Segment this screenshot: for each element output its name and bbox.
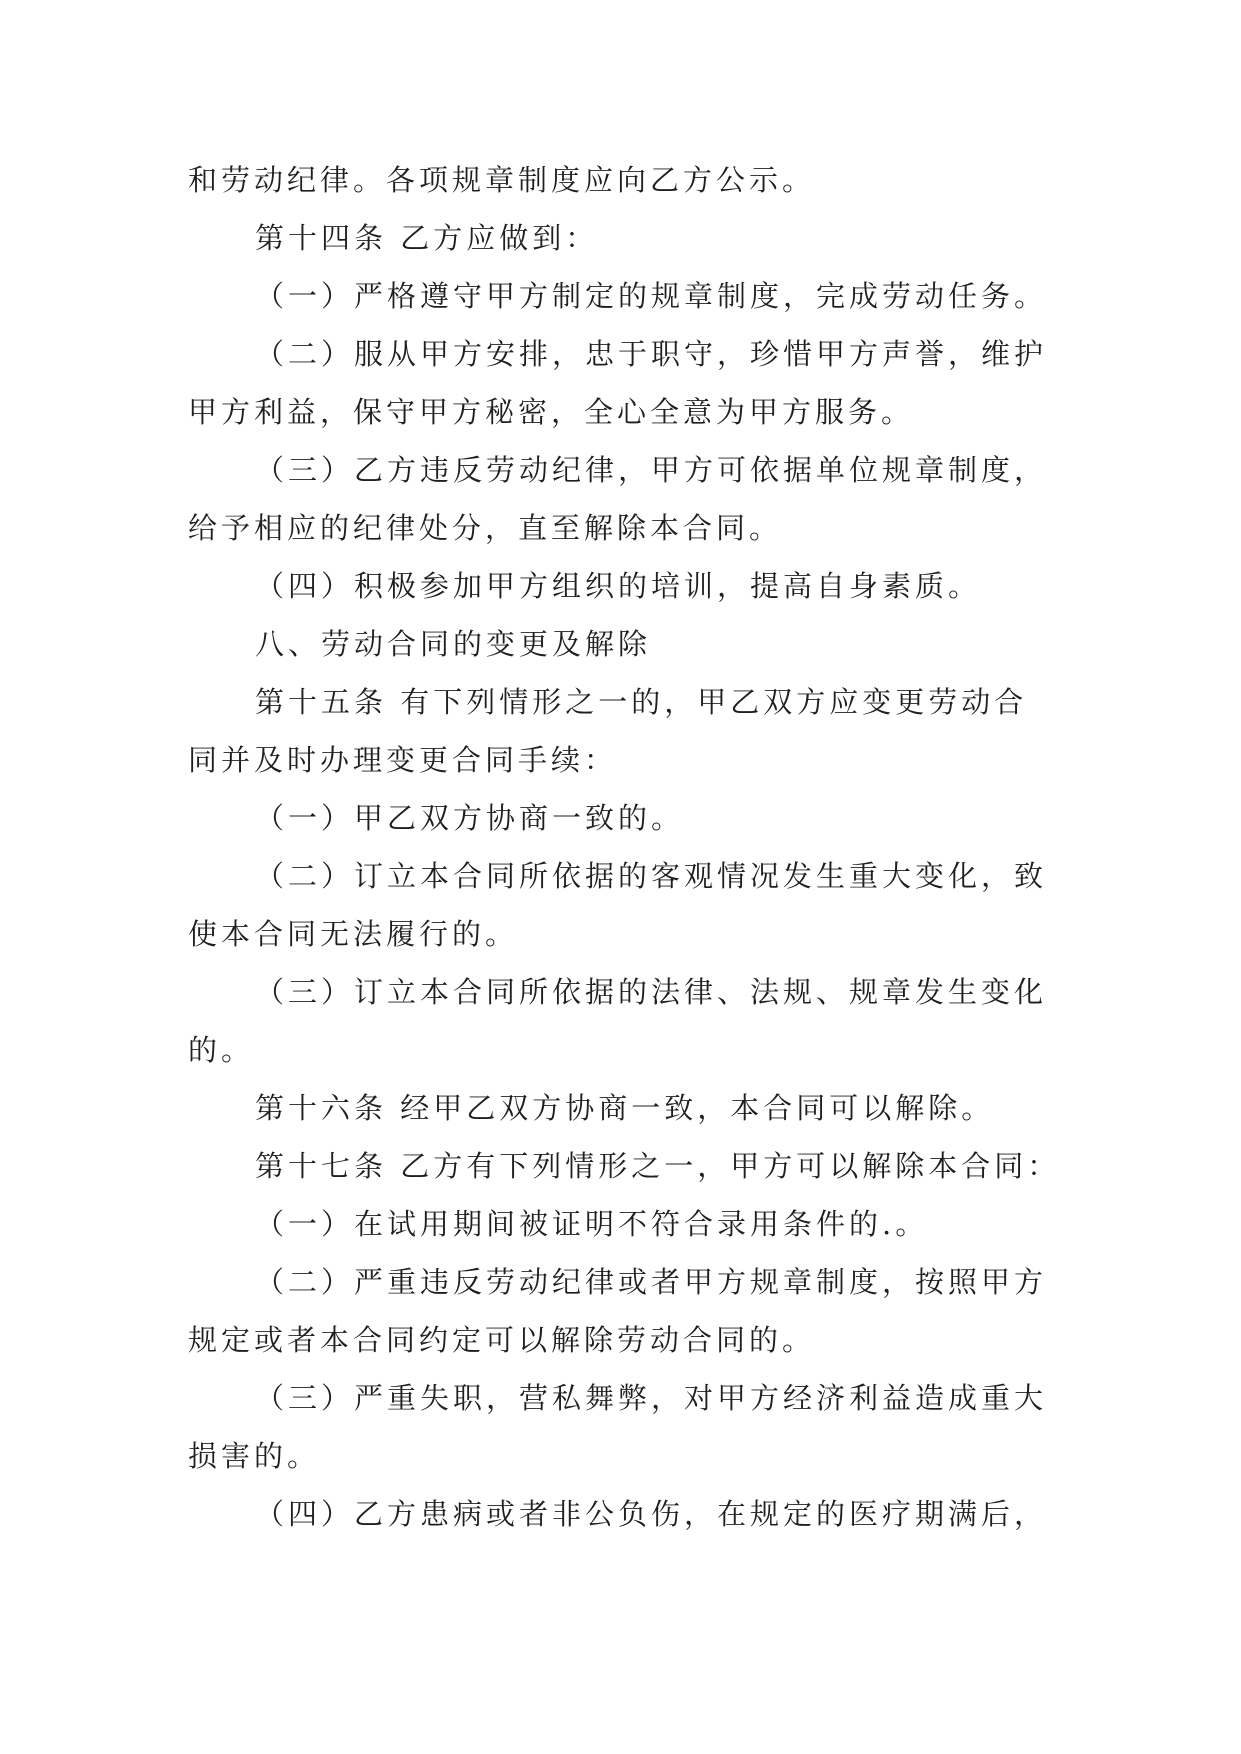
text-line: 给予相应的纪律处分，直至解除本合同。: [188, 511, 783, 545]
text-line: （一）在试用期间被证明不符合录用条件的.。: [255, 1207, 929, 1241]
list-item: [188, 1369, 1068, 1485]
text-line: 八、劳动合同的变更及解除: [255, 627, 652, 661]
paragraph-continued: [188, 151, 1068, 209]
text-line: （一）甲乙双方协商一致的。: [255, 801, 685, 835]
text-line: （三）乙方违反劳动纪律，甲方可依据单位规章制度，: [255, 453, 1048, 487]
list-item: [188, 557, 1068, 615]
text-line: 第十七条 乙方有下列情形之一，甲方可以解除本合同：: [255, 1149, 1061, 1183]
list-item: [188, 847, 1068, 963]
text-line: 的。: [188, 1033, 255, 1067]
text-line: （二）服从甲方安排，忠于职守，珍惜甲方声誉，维护: [255, 337, 1048, 371]
list-item: [188, 325, 1068, 441]
list-item: [188, 1253, 1068, 1369]
text-line: 使本合同无法履行的。: [188, 917, 519, 951]
text-line: 第十四条 乙方应做到：: [255, 221, 599, 255]
list-item: [188, 963, 1068, 1079]
text-line: 损害的。: [188, 1439, 321, 1473]
text-line: （四）积极参加甲方组织的培训，提高自身素质。: [255, 569, 982, 603]
list-item: [188, 267, 1068, 325]
text-line: 第十五条 有下列情形之一的，甲乙双方应变更劳动合: [255, 685, 1028, 719]
text-line: （四）乙方患病或者非公负伤，在规定的医疗期满后，: [255, 1497, 1048, 1531]
text-line: 规定或者本合同约定可以解除劳动合同的。: [188, 1323, 816, 1357]
list-item: [188, 441, 1068, 557]
text-line: （一）严格遵守甲方制定的规章制度，完成劳动任务。: [255, 279, 1048, 313]
text-line: （三）严重失职，营私舞弊，对甲方经济利益造成重大: [255, 1381, 1048, 1415]
text-line: （二）订立本合同所依据的客观情况发生重大变化，致: [255, 859, 1048, 893]
section-heading: [188, 615, 1068, 673]
list-item: [188, 1485, 1068, 1543]
article-16: [188, 1079, 1068, 1137]
text-line: 和劳动纪律。各项规章制度应向乙方公示。: [188, 163, 816, 197]
list-item: [188, 1195, 1068, 1253]
article-15: [188, 673, 1068, 789]
article-17: [188, 1137, 1068, 1195]
text-line: 第十六条 经甲乙双方协商一致，本合同可以解除。: [255, 1091, 995, 1125]
article-14-heading: [188, 209, 1068, 267]
text-line: 同并及时办理变更合同手续：: [188, 743, 618, 777]
list-item: [188, 789, 1068, 847]
document-body: [188, 151, 1068, 1543]
text-line: （三）订立本合同所依据的法律、法规、规章发生变化: [255, 975, 1048, 1009]
text-line: （二）严重违反劳动纪律或者甲方规章制度，按照甲方: [255, 1265, 1048, 1299]
text-line: 甲方利益，保守甲方秘密，全心全意为甲方服务。: [188, 395, 915, 429]
